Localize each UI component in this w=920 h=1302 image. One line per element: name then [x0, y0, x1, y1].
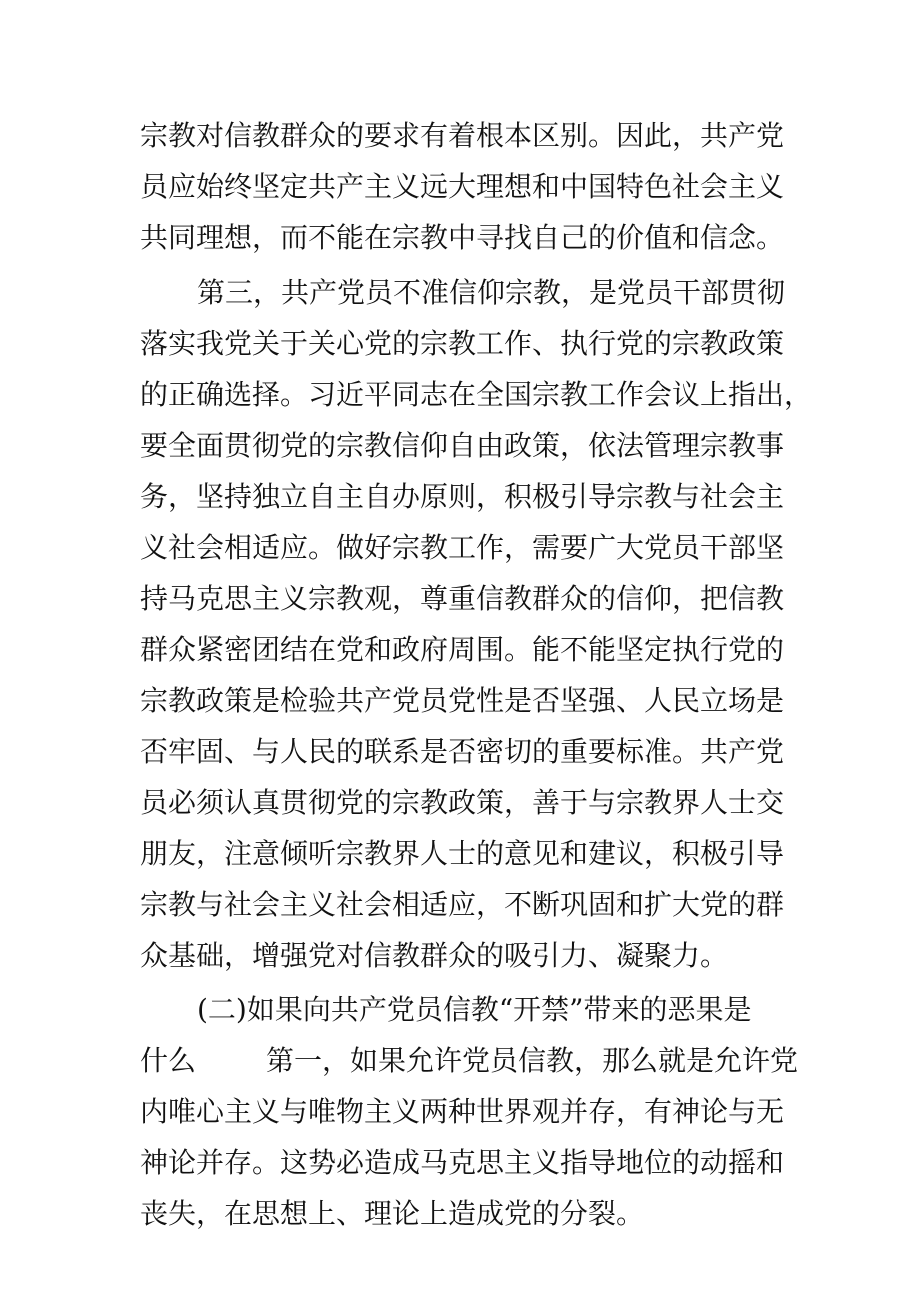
text-line: 众基础，增强党对信教群众的吸引力、凝聚力。 [140, 939, 729, 972]
text-line: 共同理想，而不能在宗教中寻找自己的价值和信念。 [140, 221, 785, 254]
text-line: 否牢固、与人民的联系是否密切的重要标准。共产党 [140, 735, 785, 768]
text-line [140, 1041, 799, 1081]
text-line: 朋友，注意倾听宗教界人士的意见和建议，积极引导 [140, 837, 785, 870]
text-line: 丧失，在思想上、理论上造成党的分裂。 [140, 1197, 645, 1230]
text-line: 的正确选择。习近平同志在全国宗教工作会议上指出， [140, 378, 813, 411]
text-line: 第三，共产党员不准信仰宗教，是党员干部贯彻 [197, 276, 786, 309]
section-heading-end: 什么 [140, 1044, 197, 1077]
text-line: 持马克思主义宗教观，尊重信教群众的信仰，把信教 [140, 582, 785, 615]
text-line: 内唯心主义与唯物主义两种世界观并存，有神论与无 [140, 1095, 785, 1128]
text-line: 群众紧密团结在党和政府周围。能不能坚定执行党的 [140, 633, 785, 666]
text-line: 宗教政策是检验共产党员党性是否坚强、人民立场是 [140, 684, 785, 717]
text-line: 宗教与社会主义社会相适应，不断巩固和扩大党的群 [140, 888, 785, 921]
text-line: 义社会相适应。做好宗教工作，需要广大党员干部坚 [140, 531, 785, 564]
text-line: 要全面贯彻党的宗教信仰自由政策，依法管理宗教事 [140, 429, 785, 462]
text-line: 宗教对信教群众的要求有着根本区别。因此，共产党 [140, 119, 785, 152]
text-line: 员必须认真贯彻党的宗教政策，善于与宗教界人士交 [140, 786, 785, 819]
text-line: 神论并存。这势必造成马克思主义指导地位的动摇和 [140, 1146, 785, 1179]
text-line: 员应始终坚定共产主义远大理想和中国特色社会主义 [140, 170, 785, 203]
section-heading: (二)如果向共产党员信教“开禁”带来的恶果是 [197, 993, 752, 1026]
text-fragment: 第一，如果允许党员信教，那么就是允许党 [266, 1044, 799, 1077]
text-line: 落实我党关于关心党的宗教工作、执行党的宗教政策 [140, 327, 785, 360]
text-line: 务，坚持独立自主自办原则，积极引导宗教与社会主 [140, 480, 785, 513]
